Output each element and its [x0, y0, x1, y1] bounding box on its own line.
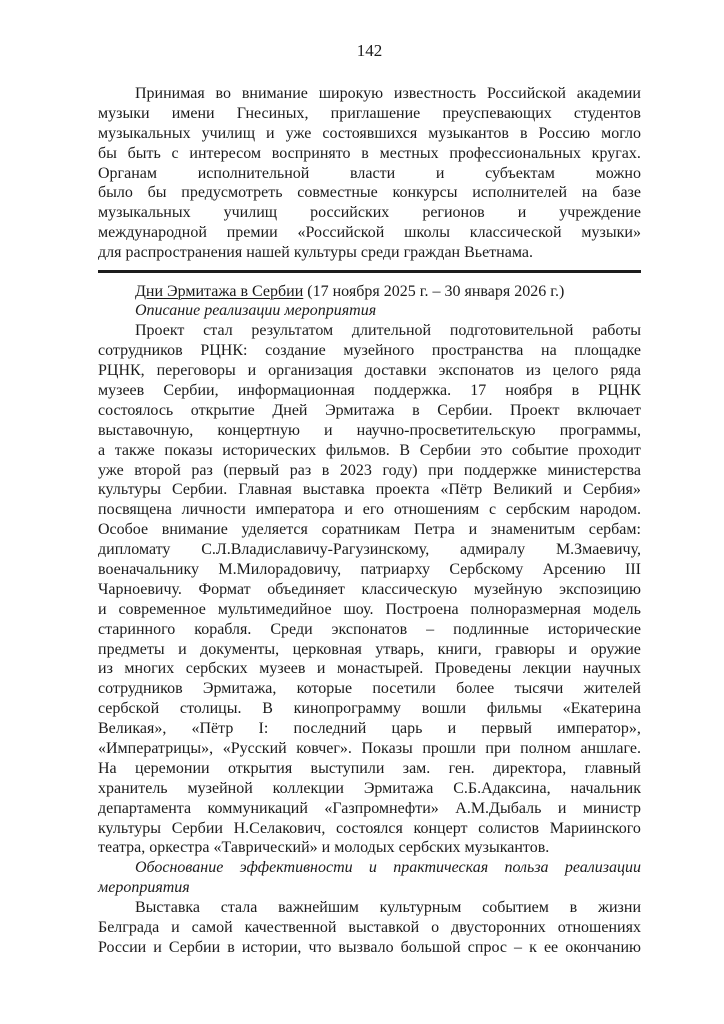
- paragraph-event-description: [98, 321, 641, 858]
- text-line: РЦНК, переговоры и организация доставки экспонатов из целого ряда: [98, 362, 641, 380]
- text-line: состоялось открытие Дней Эрмитажа в Сербии. Проект включает: [98, 401, 641, 419]
- text-line: сотрудников РЦНК: создание музейного пространства на площадке: [98, 342, 641, 360]
- text-line: музеев Сербии, информационная поддержка. 17 ноября в РЦНК: [98, 381, 641, 399]
- page-number: 142: [356, 41, 383, 60]
- subsection-heading-justification: [98, 858, 641, 898]
- text-line: Органам исполнительной власти и субъектам можно: [98, 164, 641, 182]
- text-line: посвящена личности императора и его отношениям с сербским народом.: [98, 501, 641, 519]
- text-line: России и Сербии в истории, что вызвало большой спрос – к ее окончанию: [98, 938, 641, 956]
- text-line: и современное мультимедийное шоу. Построена полноразмерная модель: [98, 600, 641, 618]
- text-line: сербской столицы. В кинопрограмму вошли фильмы «Екатерина: [98, 700, 641, 718]
- text-line: из многих сербских музеев и монастырей. Проведены лекции научных: [98, 660, 641, 678]
- event-dates: (17 ноября 2025 г. – 30 января 2026 г.): [303, 282, 565, 300]
- text-line: музыки имени Гнесиных, приглашение преуспевающих студентов: [98, 104, 641, 122]
- text-line: а также показы исторических фильмов. В Сербии это событие проходит: [98, 441, 641, 459]
- text-line: Чарноевичу. Формат объединяет классическую музейную экспозицию: [98, 580, 641, 598]
- text-line: для распространения нашей культуры среди граждан Вьетнама.: [98, 244, 533, 262]
- text-line: Выставка стала важнейшим культурным событием в жизни: [135, 899, 641, 917]
- text-line: «Императрицы», «Русский ковчег». Показы прошли при полном аншлаге.: [98, 740, 641, 757]
- text-line: Особое внимание уделяется соратникам Петра и знаменитым сербам:: [98, 521, 641, 539]
- text-line: Обоснование эффективности и практическая польза реализации: [135, 859, 641, 877]
- section-divider: [98, 270, 641, 273]
- document-body: [98, 84, 641, 958]
- text-line: Великая», «Пётр I: последний царь и первый император»,: [98, 720, 641, 738]
- text-line: старинного корабля. Среди экспонатов – подлинные исторические: [98, 620, 641, 638]
- text-line: театра, оркестра «Таврический» и молодых сербских музыкантов.: [98, 839, 550, 857]
- text-line: хранитель музейной коллекции Эрмитажа С.Б.Адаксина, начальник: [98, 779, 641, 797]
- text-line: Принимая во внимание широкую известность Российской академии: [135, 85, 641, 102]
- text-line: предметы и документы, церковная утварь, книги, гравюры и оружие: [98, 640, 641, 658]
- text-line: музыкальных училищ российских регионов и учреждение: [98, 204, 641, 222]
- text-line: сотрудников Эрмитажа, которые посетили более тысячи жителей: [98, 680, 641, 698]
- event-heading: [98, 282, 641, 302]
- text-line: департамента коммуникаций «Газпромнефти» А.М.Дыбаль и министр: [98, 799, 641, 817]
- text-line: Проект стал результатом длительной подготовительной работы: [135, 322, 641, 340]
- text-line: дипломату С.Л.Владиславичу-Рагузинскому, адмиралу М.Змаевичу,: [98, 541, 641, 559]
- text-line: Описание реализации мероприятия: [135, 302, 377, 320]
- text-line: музыкальных училищ и уже состоявшихся музыкантов в Россию могло: [98, 124, 641, 142]
- text-line: мероприятия: [98, 879, 190, 897]
- text-line: международной премии «Российской школы классической музыки»: [98, 224, 641, 242]
- text-line: культуры Сербии Н.Селакович, состоялся концерт солистов Мариинского: [98, 819, 641, 837]
- text-line: выставочную, концертную и научно-просветительскую программы,: [98, 421, 641, 439]
- text-line: На церемонии открытия выступили зам. ген. директора, главный: [98, 759, 641, 777]
- text-line: было бы предусмотреть совместные конкурсы исполнителей на базе: [98, 184, 641, 202]
- text-line: военачальнику М.Милорадовичу, патриарху Сербскому Арсению III: [98, 560, 641, 578]
- paragraph-effectiveness: [98, 898, 641, 958]
- paragraph-gnesin-academy: [98, 84, 641, 263]
- event-title-underlined: Дни Эрмитажа в Сербии: [135, 282, 304, 300]
- text-line: уже второй раз (первый раз в 2023 году) при поддержке министерства: [98, 461, 641, 479]
- subsection-heading-description: [98, 301, 641, 321]
- text-line: Белграда и самой качественной выставкой о двусторонних отношениях: [98, 919, 641, 937]
- text-line: культуры Сербии. Главная выставка проекта «Пётр Великий и Сербия»: [98, 481, 641, 499]
- text-line: бы быть с интересом воспринято в местных профессиональных кругах.: [98, 144, 641, 162]
